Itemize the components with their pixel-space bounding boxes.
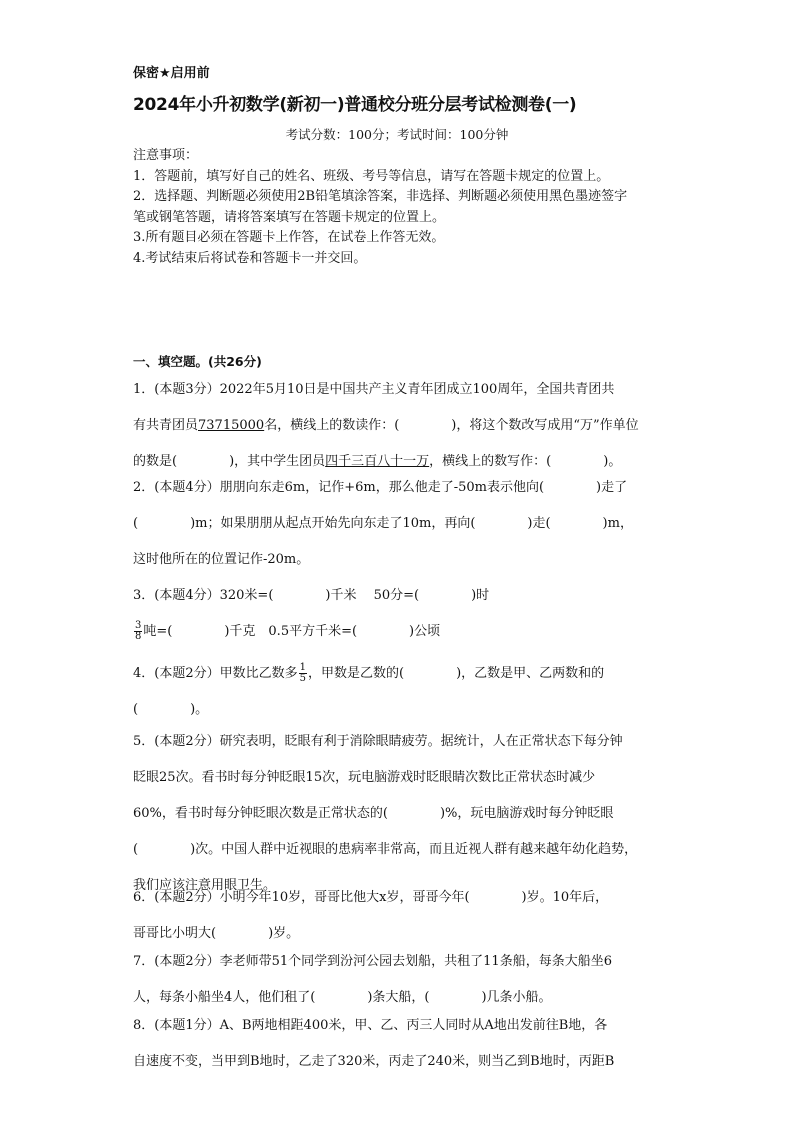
text-run: ，甲数是乙数的( )，乙数是甲、乙两数和的 — [308, 666, 605, 681]
notes-item: 1．答题前，填写好自己的姓名、班级、考号等信息，请写在答题卡规定的位置上。 — [133, 168, 610, 184]
fraction — [134, 621, 142, 642]
text-run: 吨=( )千克 0.5平方千米=( )公顷 — [143, 624, 441, 639]
notes-heading: 注意事项： — [133, 148, 199, 163]
fraction-denominator: 8 — [135, 631, 142, 642]
text-run: 有共青团员 — [133, 418, 199, 433]
question-2 — [133, 470, 673, 578]
notes-item: 笔或钢笔答题，请将答案填写在答题卡规定的位置上。 — [133, 209, 446, 225]
question-line: ( )次。中国人群中近视眼的患病率非常高，而且近视人群有越来越年幼化趋势， — [133, 842, 638, 857]
question-line: 哥哥比小明大( )岁。 — [133, 926, 300, 941]
question-line: 1．(本题3分）2022年5月10日是中国共产主义青年团成立100周年，全国共青团共 — [133, 382, 615, 397]
question-5 — [133, 724, 673, 904]
question-line: 6．(本题2分）小明今年10岁，哥哥比他大x岁，哥哥今年( )岁。10年后， — [133, 890, 609, 905]
secret-label: 保密★启用前 — [133, 66, 210, 81]
question-line: 2．(本题4分）朋朋向东走6m，记作+6m，那么他走了-50m表示他向( )走了 — [133, 480, 628, 495]
question-line: 眨眼25次。看书时每分钟眨眼15次，玩电脑游戏时眨眼睛次数比正常状态时减少 — [133, 770, 596, 785]
question-3 — [133, 578, 673, 650]
question-line: 8．(本题1分）A、B两地相距400米，甲、乙、丙三人同时从A地出发前往B地，各 — [133, 1018, 608, 1033]
question-line: 7．(本题2分）李老师带51个同学到汾河公园去划船，共租了11条船，每条大船坐6 — [133, 954, 612, 969]
question-line: 人，每条小船坐4人，他们租了( )条大船，( )几条小船。 — [133, 990, 552, 1005]
question-4 — [133, 656, 673, 728]
question-line: 5．(本题2分）研究表明，眨眼有利于消除眼睛疲劳。据统计，人在正常状态下每分钟 — [133, 734, 623, 749]
question-6 — [133, 880, 673, 952]
underlined-number: 73715000 — [198, 418, 265, 433]
question-line: 这时他所在的位置记作-20m。 — [133, 552, 310, 567]
fraction-numerator: 3 — [135, 620, 142, 631]
exam-title: 2024年小升初数学(新初一)普通校分班分层考试检测卷(一) — [133, 95, 577, 115]
question-line: 自速度不变，当甲到B地时，乙走了320米，丙走了240米，则当乙到B地时，丙距B — [133, 1054, 615, 1069]
question-7 — [133, 944, 673, 1016]
text-run: ，横线上的数写作：( )。 — [429, 454, 622, 469]
question-line: 60%，看书时每分钟眨眼次数是正常状态的( )%，玩电脑游戏时每分钟眨眼 — [133, 806, 614, 821]
section-heading: 一、填空题。(共26分) — [133, 354, 262, 369]
fraction-denominator: 5 — [299, 673, 306, 684]
fraction-numerator: 1 — [299, 662, 306, 673]
notes-item: 2．选择题、判断题必须使用2B铅笔填涂答案，非选择、判断题必须使用黑色墨迹签字 — [133, 189, 628, 204]
question-line — [133, 656, 673, 692]
underlined-number-words: 四千三百八十一万 — [325, 454, 430, 469]
question-line: ( )。 — [133, 702, 209, 717]
notes-block — [133, 146, 673, 269]
question-8 — [133, 1008, 673, 1080]
question-line: 我们应该注意用眼卫生。 — [133, 878, 277, 893]
question-line — [133, 614, 673, 650]
exam-meta: 考试分数：100分；考试时间：100分钟 — [285, 127, 509, 142]
question-line — [133, 408, 673, 444]
fraction — [299, 663, 307, 684]
notes-item: 3.所有题目必须在答题卡上作答，在试卷上作答无效。 — [133, 230, 445, 245]
notes-item: 4.考试结束后将试卷和答题卡一并交回。 — [133, 250, 367, 266]
text-run: 的数是( )，其中学生团员 — [133, 454, 326, 469]
text-run: 名，横线上的数读作：( )，将这个数改写成用“万”作单位 — [264, 418, 639, 433]
question-line: 3．(本题4分）320米=( )千米 50分=( )时 — [133, 588, 490, 603]
question-1 — [133, 372, 673, 480]
question-line: ( )m；如果朋朋从起点开始先向东走了10m，再向( )走( )m， — [133, 516, 633, 531]
text-run: 4．(本题2分）甲数比乙数多 — [133, 666, 298, 681]
